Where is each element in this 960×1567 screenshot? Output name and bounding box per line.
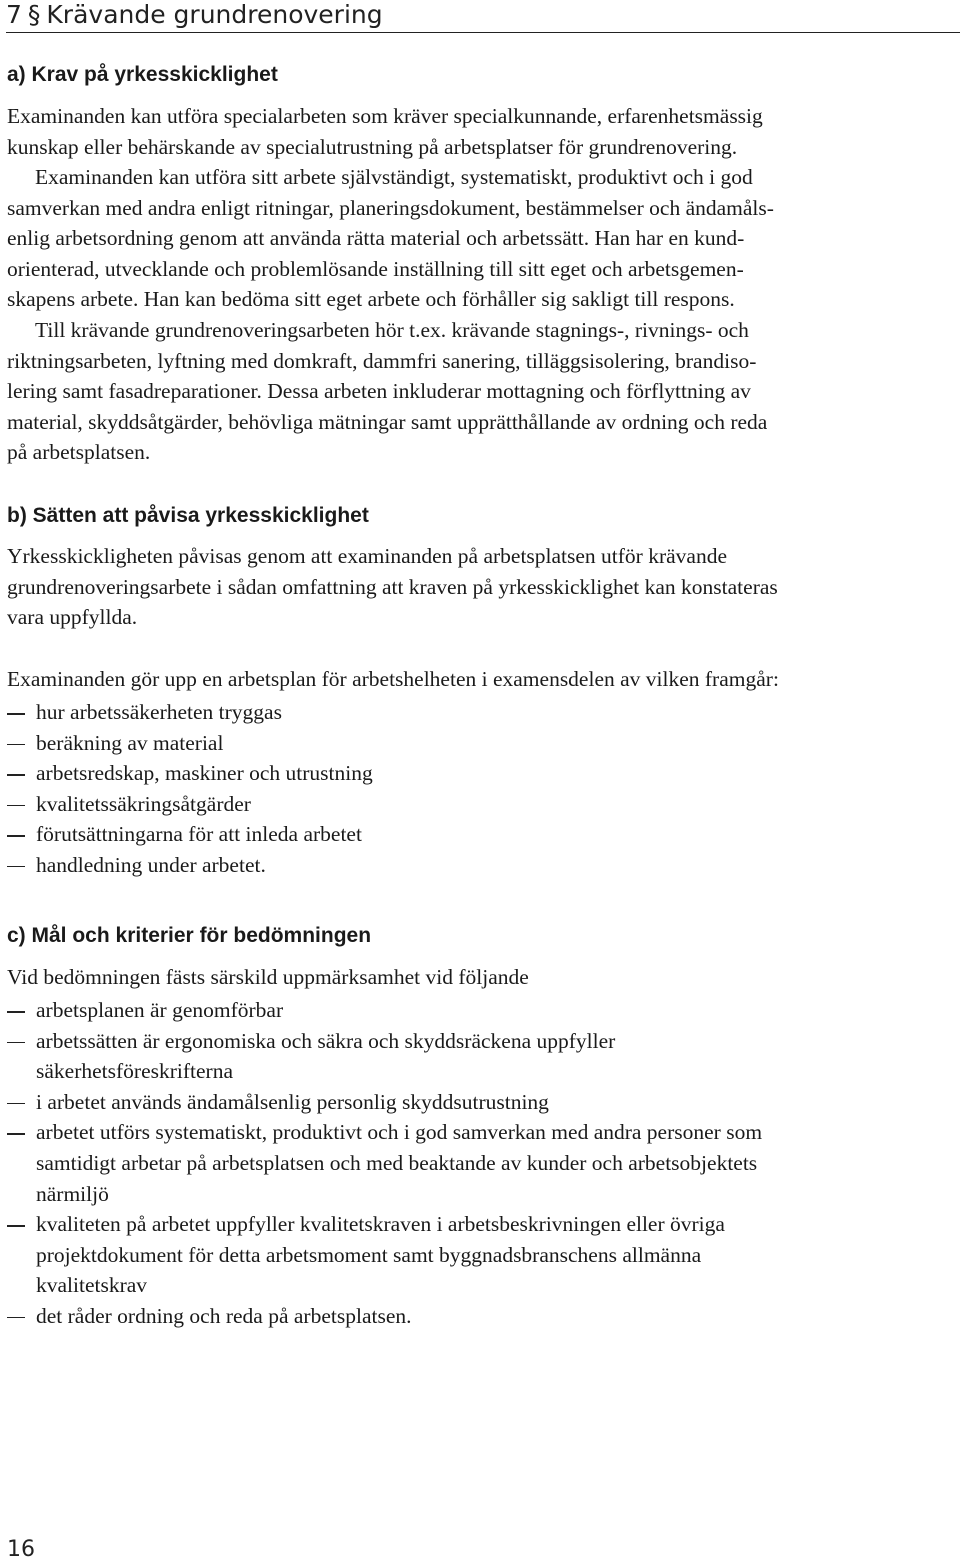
list-item bbox=[7, 758, 952, 789]
text-line: Examinanden gör upp en arbetsplan för arbetshelheten i examensdelen av vilken framgår: bbox=[7, 667, 779, 691]
list-item bbox=[7, 850, 952, 881]
page-number: 16 bbox=[7, 1537, 35, 1562]
list-item-text: kvalitetssäkringsåtgärder bbox=[36, 791, 251, 816]
text-line: riktningsarbeten, lyftning med domkraft, dammfri sanering, tilläggsisolering, brandiso- bbox=[7, 348, 757, 373]
text-line: kunskap eller behärskande av specialutrustning på arbetsplatser för grundrenovering. bbox=[7, 134, 738, 159]
text-line: på arbetsplatsen. bbox=[7, 440, 151, 465]
list-item-text: samtidigt arbetar på arbetsplatsen och med beaktande av kunder och arbetsobjektets bbox=[36, 1150, 758, 1175]
list-item-text: arbetsplanen är genomförbar bbox=[36, 998, 284, 1022]
text-line: lering samt fasadreparationer. Dessa arbeten inkluderar mottagning och förflyttning av bbox=[7, 379, 751, 404]
text-line: Till krävande grundrenoveringsarbeten hör t.ex. krävande stagnings-, rivnings- och bbox=[35, 318, 749, 342]
section-a-paragraph-2 bbox=[7, 162, 947, 315]
list-item-text: i arbetet används ändamålsenlig personlig skyddsutrustning bbox=[36, 1089, 549, 1114]
assessment-criteria-list bbox=[7, 995, 952, 1332]
chapter-header bbox=[6, 0, 960, 33]
chapter-number: 7 bbox=[6, 0, 22, 29]
text-line: material, skyddsåtgärder, behövliga mätningar samt upprätthållande av ordning och reda bbox=[7, 409, 768, 434]
list-item-text: projektdokument för detta arbetsmoment samt byggnadsbranschens allmänna bbox=[36, 1242, 702, 1267]
chapter-title: Krävande grundrenovering bbox=[46, 0, 383, 29]
list-item bbox=[7, 1301, 952, 1332]
list-item-text: kvalitetskrav bbox=[36, 1273, 148, 1298]
text-line: samverkan med andra enligt ritningar, planeringsdokument, bestämmelser och ändamåls- bbox=[7, 195, 774, 220]
list-item bbox=[7, 1209, 952, 1301]
list-item-text: säkerhetsföreskrifterna bbox=[36, 1059, 233, 1084]
list-item bbox=[7, 697, 952, 728]
section-a-paragraph-3 bbox=[7, 315, 947, 468]
list-item bbox=[7, 728, 952, 759]
section-a-paragraph-1 bbox=[7, 101, 947, 162]
list-item bbox=[7, 1026, 952, 1087]
list-item bbox=[7, 1117, 952, 1209]
section-a-heading: a) Krav på yrkesskicklighet bbox=[7, 63, 278, 86]
text-line: Vid bedömningen fästs särskild uppmärksamhet vid följande bbox=[7, 965, 529, 989]
section-b-heading: b) Sätten att påvisa yrkesskicklighet bbox=[7, 504, 369, 527]
text-line: vara uppfyllda. bbox=[7, 605, 138, 630]
list-item-text: beräkning av material bbox=[36, 730, 224, 755]
section-c-intro bbox=[7, 962, 947, 993]
text-line: Examinanden kan utföra sitt arbete självständigt, systematiskt, produktivt och i god bbox=[35, 165, 753, 189]
section-c-heading: c) Mål och kriterier för bedömningen bbox=[7, 924, 372, 947]
list-item-text: förutsättningarna för att inleda arbetet bbox=[36, 822, 362, 847]
list-item-text: arbetsredskap, maskiner och utrustning bbox=[36, 761, 373, 786]
list-item-text: det råder ordning och reda på arbetsplatsen. bbox=[36, 1303, 412, 1328]
list-item-text: kvaliteten på arbetet uppfyller kvalitetskraven i arbetsbeskrivningen eller övriga bbox=[36, 1212, 725, 1237]
text-line: skapens arbete. Han kan bedöma sitt eget arbete och förhåller sig sakligt till respons. bbox=[7, 287, 735, 312]
text-line: orienterad, utvecklande och problemlösande inställning till sitt eget och arbetsgemen- bbox=[7, 256, 744, 281]
text-line: Yrkesskickligheten påvisas genom att examinanden på arbetsplatsen utför krävande bbox=[7, 544, 728, 568]
list-item-text: arbetssätten är ergonomiska och säkra och skyddsräckena uppfyller bbox=[36, 1028, 616, 1053]
list-item-text: närmiljö bbox=[36, 1181, 109, 1206]
list-item-text: handledning under arbetet. bbox=[36, 852, 266, 877]
list-item bbox=[7, 819, 952, 850]
list-item-text: arbetet utförs systematiskt, produktivt och i god samverkan med andra personer som bbox=[36, 1120, 763, 1145]
work-plan-list bbox=[7, 697, 952, 881]
list-item bbox=[7, 995, 952, 1026]
section-symbol: § bbox=[27, 0, 41, 29]
list-item-text: hur arbetssäkerheten tryggas bbox=[36, 700, 282, 724]
section-b-paragraph-1 bbox=[7, 541, 947, 633]
text-line: grundrenoveringsarbete i sådan omfattning att kraven på yrkesskicklighet kan konstateras bbox=[7, 574, 778, 599]
section-b-paragraph-2 bbox=[7, 664, 947, 695]
text-line: Examinanden kan utföra specialarbeten som kräver specialkunnande, erfarenhetsmässig bbox=[7, 104, 763, 128]
list-item bbox=[7, 789, 952, 820]
text-line: enlig arbetsordning genom att använda rätta material och arbetssätt. Han har en kund- bbox=[7, 226, 745, 251]
list-item bbox=[7, 1087, 952, 1118]
